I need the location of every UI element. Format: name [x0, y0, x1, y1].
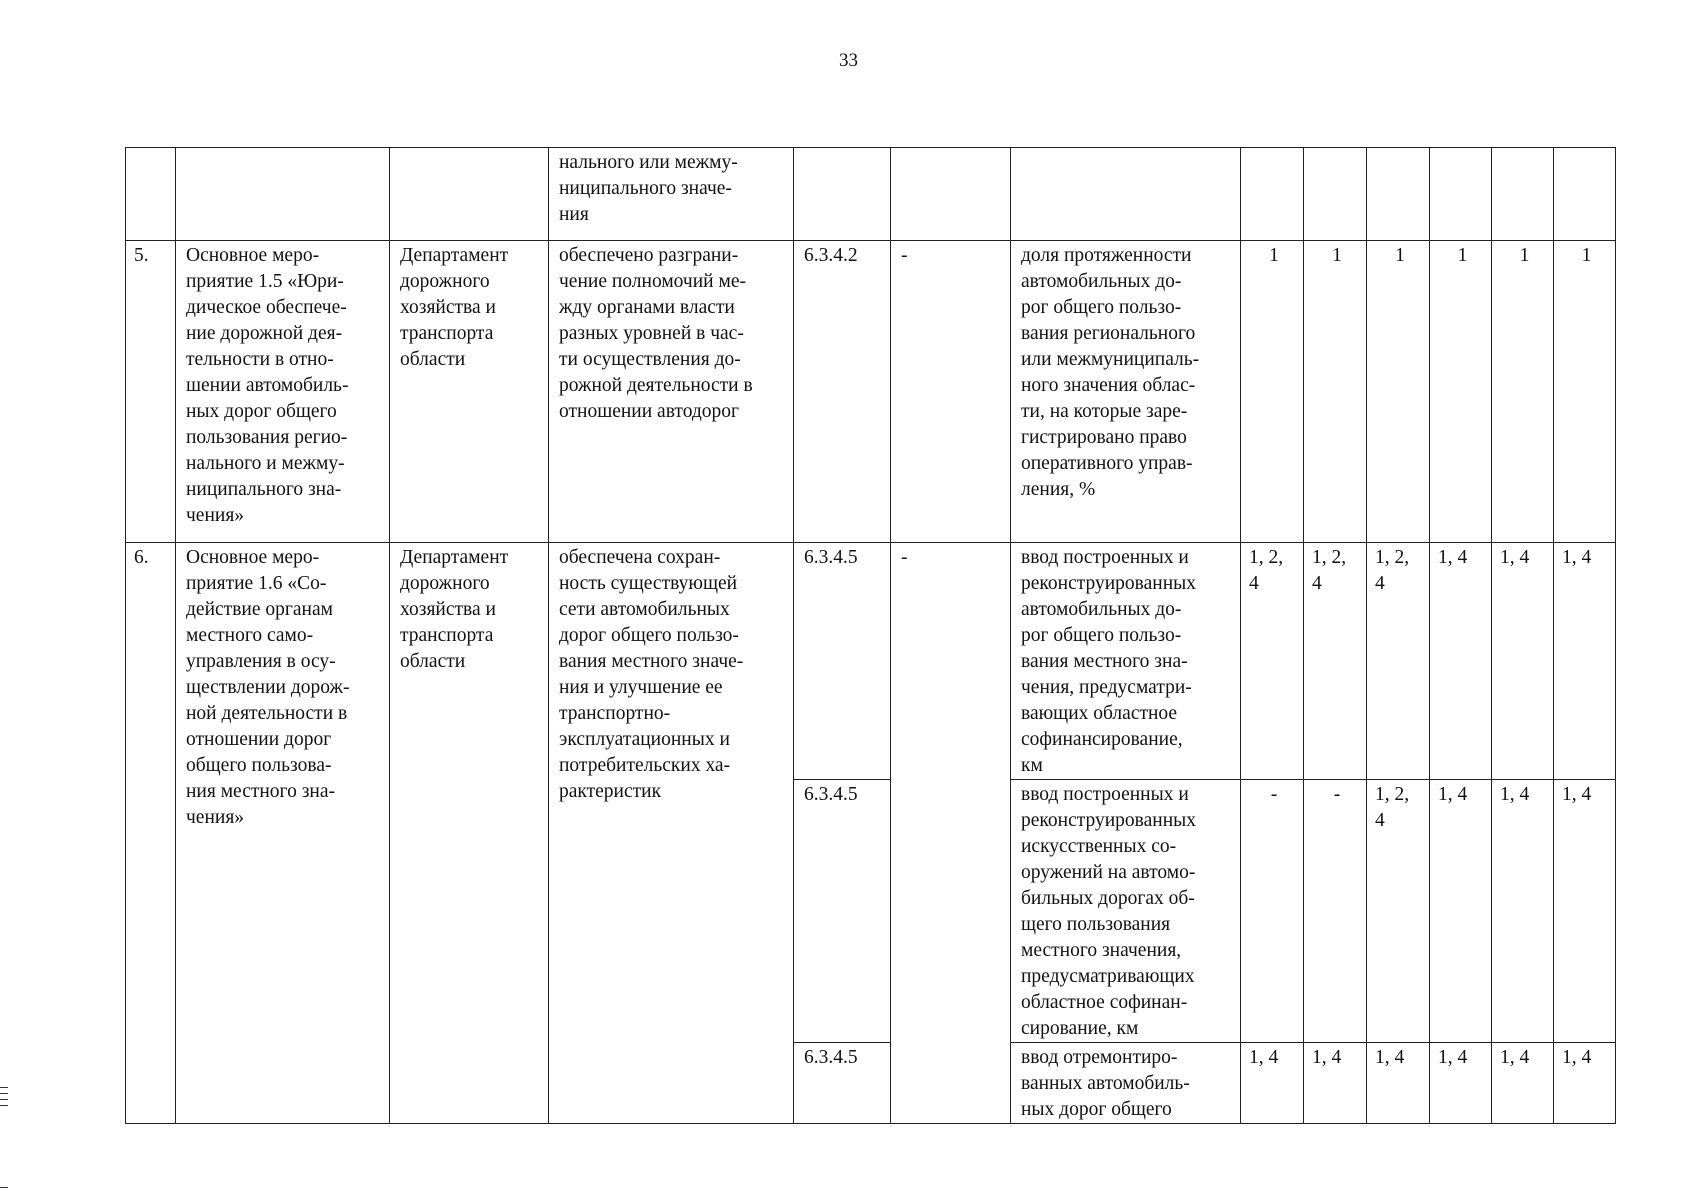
- value-cell: 1: [1492, 241, 1554, 543]
- executor-cell: [390, 148, 549, 241]
- indicator-cell: [1011, 148, 1241, 241]
- code-cell: 6.3.4.5: [794, 1043, 891, 1124]
- link-cell: [891, 148, 1011, 241]
- value-cell: -: [1304, 780, 1367, 1043]
- value-cell: [1554, 148, 1616, 241]
- value-cell: 1, 4: [1554, 543, 1616, 780]
- value-cell: 1, 4: [1554, 780, 1616, 1043]
- value-cell: 1, 4: [1241, 1043, 1304, 1124]
- value-cell: 1: [1367, 241, 1430, 543]
- value-cell: 1, 2, 4: [1304, 543, 1367, 780]
- table-row: [126, 241, 1616, 543]
- executor-cell: Департамент дорожного хозяйства и транспорта области: [390, 543, 549, 1124]
- value-cell: 1, 4: [1554, 1043, 1616, 1124]
- margin-mark: [0, 1099, 8, 1100]
- indicator-cell: ввод построенных и реконструированных искусственных со- оружений на автомо- бильных дорогах об- щего пользования местного значения, предусматривающих областное софинан- сирование, км: [1011, 780, 1241, 1043]
- margin-mark: [0, 1105, 8, 1106]
- measures-table: [125, 147, 1616, 1124]
- number-cell: 6.: [126, 543, 176, 1124]
- value-cell: 1, 4: [1492, 543, 1554, 780]
- result-cell: обеспечено разграни- чение полномочий ме- жду органами власти разных уровней в час- ти осуществления до- рожной деятельности в отношении автодорог: [549, 241, 794, 543]
- code-cell: 6.3.4.2: [794, 241, 891, 543]
- result-cell: нального или межму- ниципального значе- ния: [549, 148, 794, 241]
- margin-mark: [0, 1093, 8, 1094]
- number-cell: [126, 148, 176, 241]
- value-cell: 1, 4: [1430, 1043, 1492, 1124]
- value-cell: 1, 2, 4: [1367, 543, 1430, 780]
- indicator-cell: доля протяженности автомобильных до- рог общего пользо- вания регионального или межмуниципаль- ного значения облас- ти, на которые заре- гистрировано право оперативного управ- ления, %: [1011, 241, 1241, 543]
- indicator-cell: ввод отремонтиро- ванных автомобиль- ных дорог общего: [1011, 1043, 1241, 1124]
- value-cell: 1, 4: [1430, 780, 1492, 1043]
- table-row: [126, 543, 1616, 780]
- executor-cell: Департамент дорожного хозяйства и транспорта области: [390, 241, 549, 543]
- code-cell: [794, 148, 891, 241]
- value-cell: [1492, 148, 1554, 241]
- value-cell: [1430, 148, 1492, 241]
- event-cell: Основное меро- приятие 1.6 «Со- действие органам местного само- управления в осу- ществлении дорож- ной деятельности в отношении дорог общего пользова- ния местного зна- чения»: [176, 543, 390, 1124]
- value-cell: 1, 4: [1430, 543, 1492, 780]
- code-cell: 6.3.4.5: [794, 543, 891, 780]
- value-cell: 1, 4: [1492, 780, 1554, 1043]
- value-cell: 1: [1430, 241, 1492, 543]
- event-cell: Основное меро- приятие 1.5 «Юри- дическое обеспече- ние дорожной дея- тельности в отно- шении автомобиль- ных дорог общего пользования регио- нального и межму- ниципального зна- чения»: [176, 241, 390, 543]
- code-cell: 6.3.4.5: [794, 780, 891, 1043]
- event-cell: [176, 148, 390, 241]
- value-cell: 1, 4: [1367, 1043, 1430, 1124]
- margin-mark: [0, 1087, 8, 1088]
- result-cell: обеспечена сохран- ность существующей сети автомобильных дорог общего пользо- вания местного значе- ния и улучшение ее транспортно- эксплуатационных и потребительских ха- рактеристик: [549, 543, 794, 1124]
- value-cell: 1: [1304, 241, 1367, 543]
- table-row: [126, 148, 1616, 241]
- value-cell: [1367, 148, 1430, 241]
- page-number: 33: [839, 50, 858, 71]
- value-cell: 1: [1241, 241, 1304, 543]
- value-cell: 1, 2, 4: [1367, 780, 1430, 1043]
- value-cell: [1304, 148, 1367, 241]
- number-cell: 5.: [126, 241, 176, 543]
- value-cell: 1: [1554, 241, 1616, 543]
- link-cell: -: [891, 241, 1011, 543]
- margin-mark: [0, 1187, 8, 1188]
- value-cell: 1, 4: [1492, 1043, 1554, 1124]
- link-cell: -: [891, 543, 1011, 1124]
- value-cell: 1, 2, 4: [1241, 543, 1304, 780]
- value-cell: -: [1241, 780, 1304, 1043]
- value-cell: [1241, 148, 1304, 241]
- indicator-cell: ввод построенных и реконструированных автомобильных до- рог общего пользо- вания местного зна- чения, предусматри- вающих областное софинансирование, км: [1011, 543, 1241, 780]
- value-cell: 1, 4: [1304, 1043, 1367, 1124]
